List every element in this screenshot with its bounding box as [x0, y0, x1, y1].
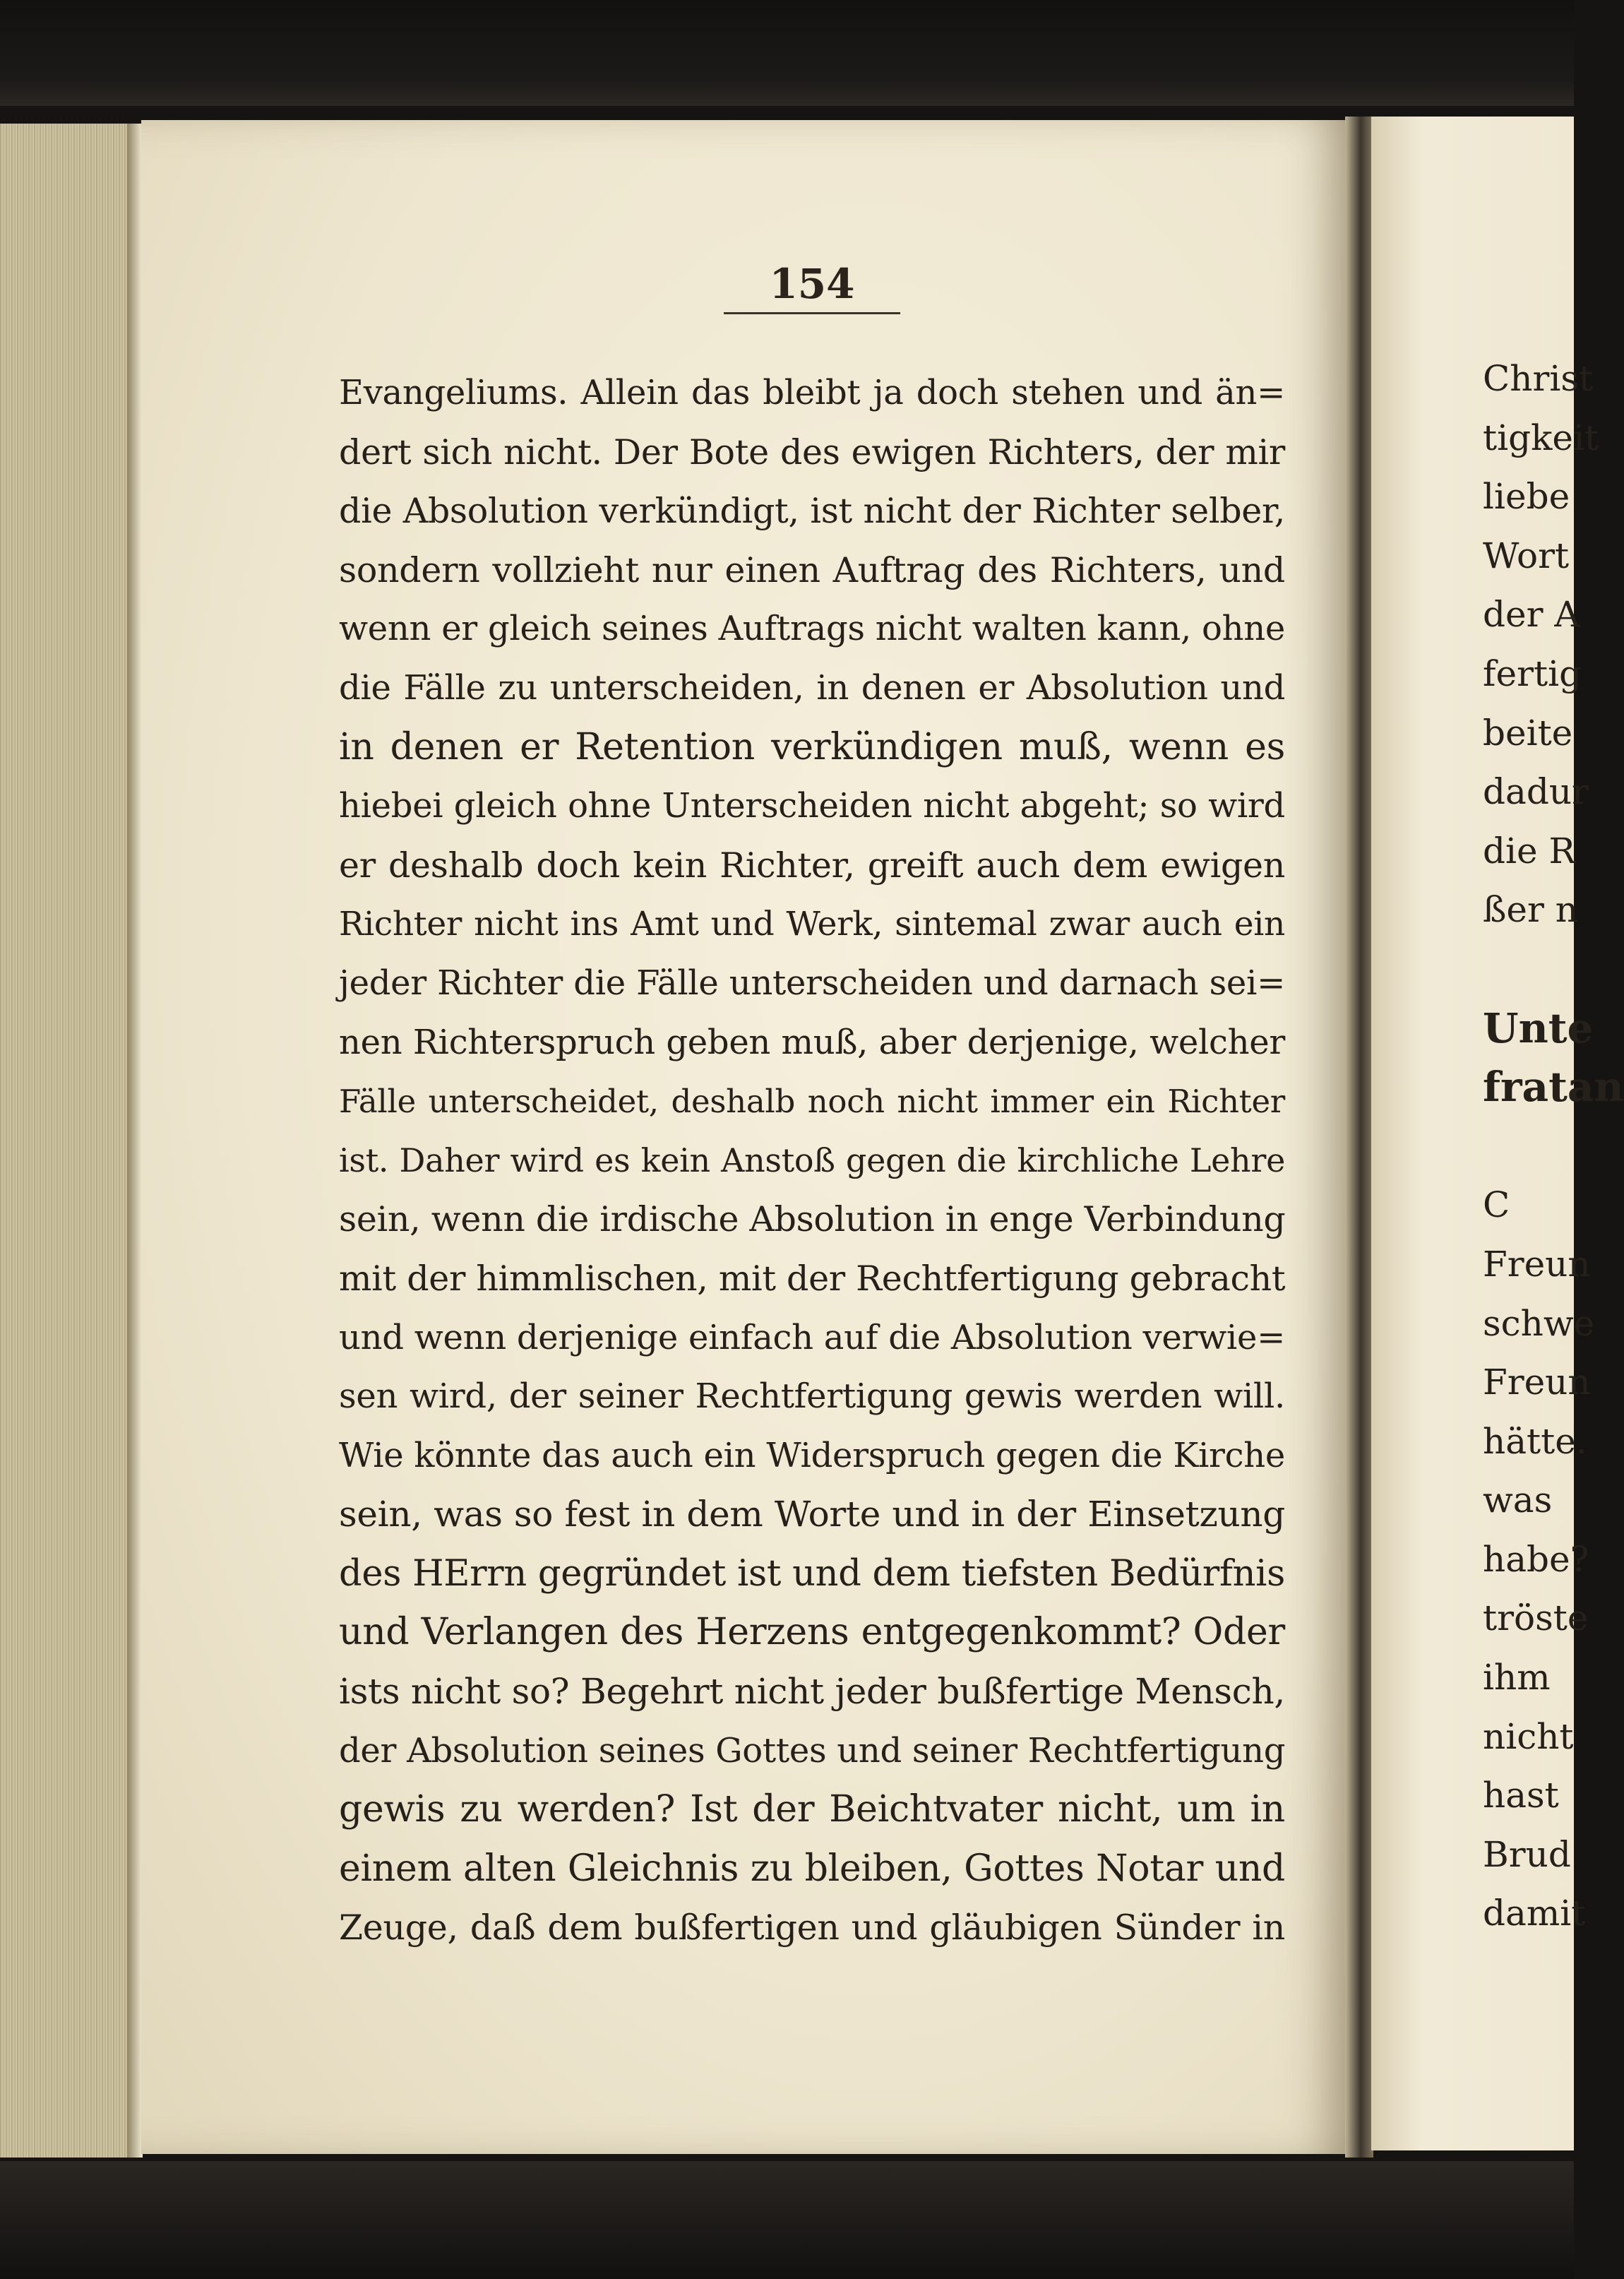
- text-line: er deshalb doch kein Richter, greift auch dem ewigen: [339, 845, 1285, 886]
- facing-page-line: der A: [1483, 594, 1580, 636]
- text-line: Wie könnte das auch ein Widerspruch gegen die Kirche: [339, 1435, 1285, 1475]
- facing-page-line: liebe: [1483, 476, 1570, 518]
- text-line: der Absolution seines Gottes und seiner Rechtfertigung: [339, 1730, 1286, 1771]
- text-line: und wenn derjenige einfach auf die Absolution verwie=: [339, 1317, 1285, 1357]
- text-line: sen wird, der seiner Rechtfertigung gewis werden will.: [339, 1376, 1285, 1417]
- text-line: mit der himmlischen, mit der Rechtfertigung gebracht: [339, 1258, 1286, 1299]
- facing-page-line: tröste: [1483, 1597, 1589, 1639]
- facing-page-line: [1483, 940, 1596, 999]
- facing-page-line: Brud: [1483, 1833, 1571, 1875]
- book-cover-bottom: [0, 2161, 1574, 2279]
- facing-page-line: C: [1483, 1184, 1510, 1226]
- book-cover-top: [0, 0, 1574, 106]
- text-line: Richter nicht ins Amt und Werk, sintemal zwar auch ein: [339, 905, 1285, 944]
- text-line: ist. Daher wird es kein Anstoß gegen die kirchliche Lehre: [339, 1141, 1285, 1179]
- facing-page-line: ihm: [1483, 1657, 1551, 1698]
- facing-page-line: damit: [1483, 1893, 1586, 1934]
- text-line: einem alten Gleichnis zu bleiben, Gottes Notar und: [339, 1847, 1285, 1890]
- text-line: nen Richterspruch geben muß, aber derjenige, welcher: [339, 1022, 1285, 1062]
- facing-page-line: was: [1483, 1480, 1553, 1521]
- facing-page-heading-fragment: fratan: [1483, 1063, 1624, 1112]
- facing-page-text: [1483, 350, 1624, 1944]
- facing-page-line: die R: [1483, 830, 1576, 871]
- facing-page-line: [1483, 1117, 1596, 1177]
- text-line: sein, wenn die irdische Absolution in enge Verbindung: [339, 1199, 1286, 1240]
- facing-page-line: hast: [1483, 1775, 1559, 1816]
- text-line: Evangeliums. Allein das bleibt ja doch stehen und än=: [339, 373, 1285, 412]
- facing-page-line: Freun: [1483, 1243, 1591, 1285]
- facing-page-line: hätte.: [1483, 1420, 1587, 1462]
- text-line: gewis zu werden? Ist der Beichtvater nicht, um in: [339, 1788, 1285, 1831]
- facing-page-line: Freun: [1483, 1362, 1591, 1403]
- facing-page-line: beite: [1483, 712, 1573, 754]
- main-text-block: [339, 364, 1285, 1958]
- facing-page-heading-fragment: Unte: [1483, 1004, 1594, 1052]
- text-line: und Verlangen des Herzens entgegenkommt? Oder: [339, 1611, 1285, 1654]
- text-line: des HErrn gegründet ist und dem tiefsten Bedürfnis: [339, 1552, 1285, 1595]
- text-line: die Fälle zu unterscheiden, in denen er Absolution und: [339, 667, 1285, 708]
- facing-page-line: tigkeit: [1483, 417, 1599, 458]
- facing-page-line: habe?: [1483, 1538, 1589, 1580]
- text-line: dert sich nicht. Der Bote des ewigen Richters, der mir: [339, 432, 1285, 472]
- facing-page-line: fertig: [1483, 653, 1582, 694]
- facing-page-line: Christ: [1483, 358, 1594, 399]
- text-line: Fälle unterscheidet, deshalb noch nicht immer ein Richter: [339, 1083, 1285, 1121]
- facing-page-line: ßer n: [1483, 889, 1578, 931]
- facing-page-line: dadur: [1483, 771, 1589, 813]
- text-line: in denen er Retention verkündigen muß, wenn es: [339, 725, 1285, 768]
- text-line: ists nicht so? Begehrt nicht jeder bußfertige Mensch,: [339, 1671, 1285, 1713]
- page-number: 154: [769, 260, 855, 308]
- facing-page-line: nicht: [1483, 1715, 1574, 1757]
- book-gutter: [1345, 117, 1373, 2158]
- text-line: wenn er gleich seines Auftrags nicht walten kann, ohne: [339, 609, 1285, 649]
- text-line: sondern vollzieht nur einen Auftrag des Richters, und: [339, 549, 1285, 590]
- page-number-rule: [724, 312, 900, 314]
- text-line: Zeuge, daß dem bußfertigen und gläubigen Sünder in: [339, 1908, 1285, 1948]
- page-stack: [0, 124, 138, 2158]
- text-line: hiebei gleich ohne Unterscheiden nicht abgeht; so wird: [339, 786, 1285, 826]
- text-line: sein, was so fest in dem Worte und in der Einsetzung: [339, 1494, 1285, 1535]
- facing-page-line: schwe: [1483, 1302, 1595, 1344]
- text-line: jeder Richter die Fälle unterscheiden und darnach sei=: [339, 963, 1285, 1003]
- facing-page-line: Wort: [1483, 535, 1570, 576]
- text-line: die Absolution verkündigt, ist nicht der Richter selber,: [339, 491, 1285, 532]
- page-stack-edge: [127, 124, 143, 2158]
